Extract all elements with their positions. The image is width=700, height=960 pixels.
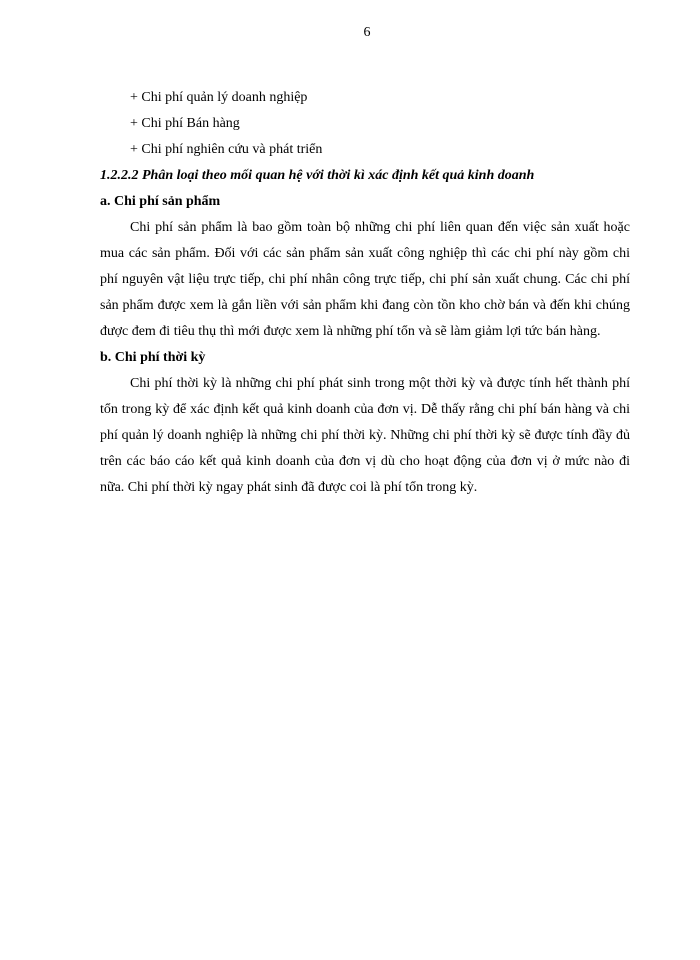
subsection-title: 1.2.2.2 Phân loại theo mối quan hệ với thời kì xác định kết quả kinh doanh: [100, 168, 535, 183]
section-b-paragraph: Chi phí thời kỳ là những chi phí phát sinh trong một thời kỳ và được tính hết thành phí tổn trong kỳ để xác định kết quả kinh doanh của đơn vị. Dễ thấy rằng chi phí bán hàng và chi phí quản lý doanh nghiệp là những chi phí thời kỳ. Những chi phí thời kỳ sẽ được tính đầy đủ trên các báo cáo kết quả kinh doanh của đơn vị dù cho hoạt động của đơn vị ở mức nào đi nữa. Chi phí thời kỳ ngay phát sinh đã được coi là phí tổn trong kỳ.: [100, 376, 630, 495]
bullet-management-cost: + Chi phí quản lý doanh nghiệp: [130, 90, 308, 105]
bullet-selling-cost: + Chi phí Bán hàng: [130, 116, 240, 131]
section-b-heading: b. Chi phí thời kỳ: [100, 350, 206, 365]
section-a-paragraph: Chi phí sản phẩm là bao gồm toàn bộ những chi phí liên quan đến việc sản xuất hoặc mua các sản phẩm. Đối với các sản phẩm sản xuất công nghiệp thì các chi phí này gồm chi phí nguyên vật liệu trực tiếp, chi phí nhân công trực tiếp, chi phí sản xuất chung. Các chi phí sản phẩm được xem là gắn liền với sản phẩm khi đang còn tồn kho chờ bán và đến khi chúng được đem đi tiêu thụ thì mới được xem là những phí tổn và sẽ làm giảm lợi tức bán hàng.: [100, 220, 630, 339]
document-body: [100, 85, 630, 501]
section-a-heading: a. Chi phí sản phẩm: [100, 194, 221, 209]
page-number: 6: [363, 25, 371, 40]
bullet-rnd-cost: + Chi phí nghiên cứu và phát triển: [130, 142, 323, 157]
